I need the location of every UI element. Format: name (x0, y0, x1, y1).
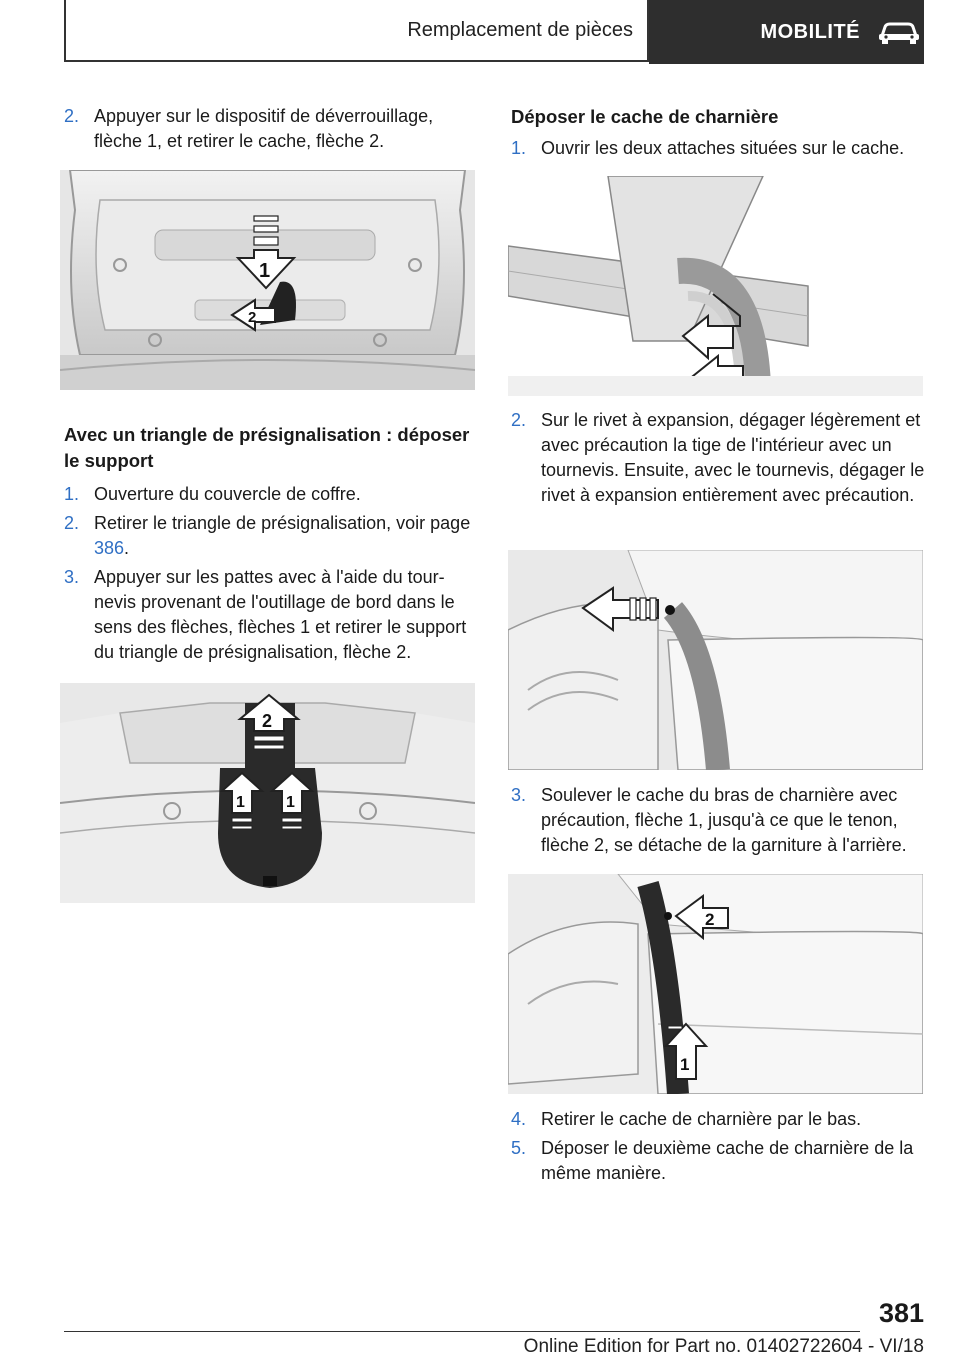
figure-label: 2 (262, 711, 273, 731)
list-item (64, 104, 476, 154)
step-number: 1. (511, 138, 527, 158)
step-text (94, 511, 476, 561)
page-link[interactable]: 386 (94, 538, 125, 558)
step-number: 4. (511, 1109, 527, 1129)
page-header (64, 0, 924, 64)
step-number: 1. (64, 484, 80, 504)
figure-lift-hinge-cover (508, 874, 923, 1094)
figure-label: 1 (236, 794, 245, 811)
step-text: Déposer le deuxième cache de charnière de la même manière. (541, 1138, 914, 1183)
step-text: Ouverture du couvercle de coffre. (94, 484, 361, 504)
chapter-tab[interactable] (649, 0, 924, 64)
step-number: 2. (64, 513, 80, 533)
step-text: Retirer le cache de charnière par le bas. (541, 1109, 862, 1129)
list-item (511, 1107, 925, 1132)
figure-hinge-cover-clips (508, 176, 923, 396)
step-text-after: . (124, 538, 130, 558)
list-item (511, 136, 925, 161)
step-text: Appuyer sur les pattes avec à l'aide du tournevis provenant de l'outillage de bord dans le sens des flèches, flèches 1 et retirer le support du triangle de présignalisation, flèche 2. (94, 567, 467, 662)
list-item (64, 482, 476, 507)
figure-label: 1 (680, 1055, 690, 1074)
list-item (64, 565, 476, 665)
step-number: 5. (511, 1138, 527, 1158)
figure-label: 2 (705, 910, 715, 929)
step-text: Soulever le cache du bras de charnière avec précaution, flèche 1, jusqu'à ce que le tenon, flèche 2, se détache de la garniture à l'arrière. (541, 785, 907, 855)
step-number: 2. (511, 410, 527, 430)
figure-expansion-rivet (508, 550, 923, 770)
right-column-step3 (511, 783, 925, 858)
chapter-title: MOBILITÉ (760, 20, 860, 43)
section-heading: Déposer le cache de charnière (511, 106, 779, 127)
step-number: 3. (64, 567, 80, 587)
right-column-step4-5 (511, 1107, 925, 1186)
step-text: Appuyer sur le dispositif de déverrouillage, flèche 1, et retirer le cache, flèche 2. (94, 106, 434, 151)
list-item (511, 783, 925, 858)
section-heading: Avec un triangle de présignalisation : déposer le support (64, 424, 470, 471)
step-number: 3. (511, 785, 527, 805)
figure-label: 2 (248, 309, 257, 326)
step-text-before: Retirer le triangle de présignalisation, voir page (94, 513, 471, 533)
step-text: Sur le rivet à expansion, dégager légèrement et avec précaution la tige de l'intérieur avec un tournevis. Ensuite, avec le tournevis, dégager le rivet à expansion entièrement avec précaution. (541, 410, 925, 505)
list-item (511, 408, 925, 508)
figure-triangle-support (60, 683, 475, 903)
list-item (64, 511, 476, 561)
figure-label: 1 (286, 794, 295, 811)
right-column (511, 104, 925, 161)
figure-label: 1 (259, 260, 271, 282)
footer-edition: Online Edition for Part no. 01402722604 - VI/18 (523, 1336, 924, 1357)
footer-divider (64, 1331, 860, 1332)
right-column-step2 (511, 408, 925, 508)
left-column-section (64, 422, 476, 665)
left-column (64, 104, 476, 154)
page-number: 381 (878, 1298, 924, 1328)
step-text: Ouvrir les deux attaches situées sur le cache. (541, 138, 905, 158)
section-title: Remplacement de pièces (64, 0, 649, 62)
car-icon (876, 19, 922, 45)
list-item (511, 1136, 925, 1186)
step-number: 2. (64, 106, 80, 126)
figure-trunk-lid-cover (60, 170, 475, 390)
